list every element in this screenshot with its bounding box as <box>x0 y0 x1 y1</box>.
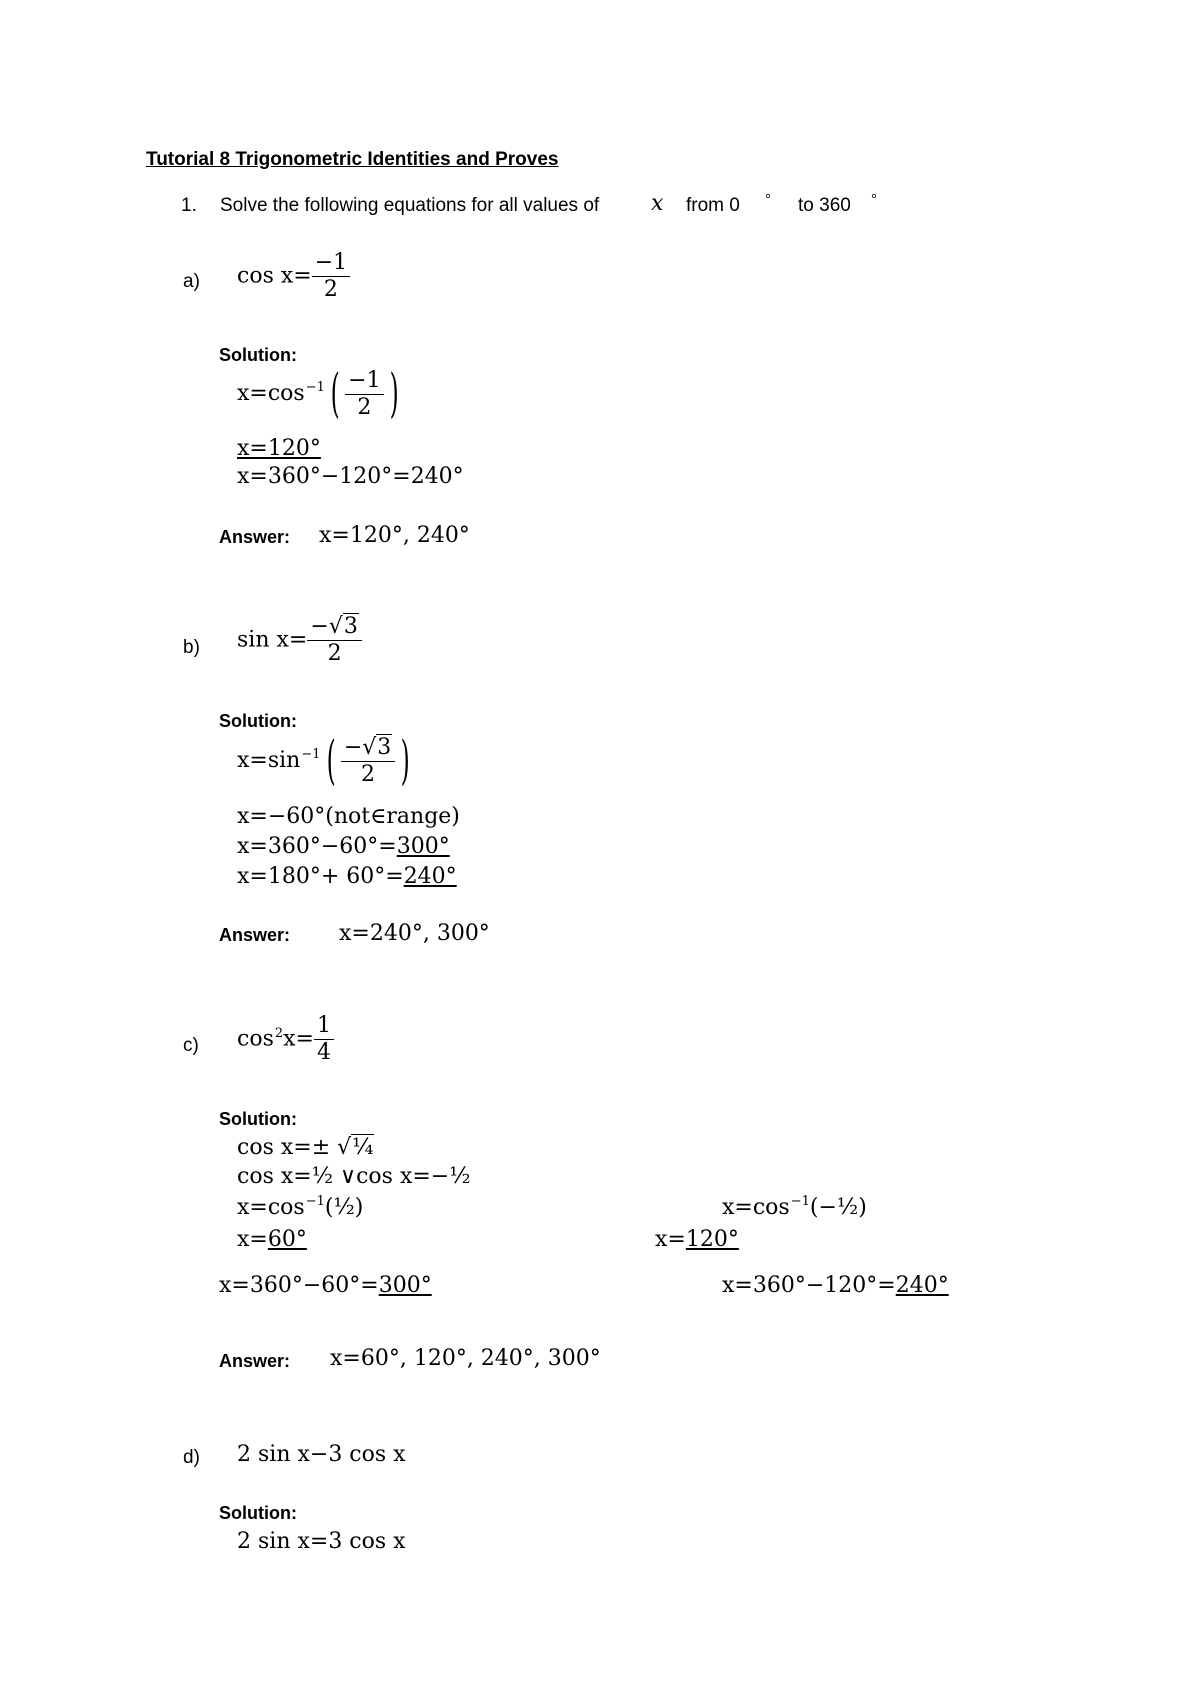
part-c-step-3-left-arg: (½) <box>324 1195 364 1220</box>
part-b-denominator: 2 <box>327 641 342 666</box>
part-c-step-1 <box>237 1137 374 1159</box>
part-c-answer-label: Answer: <box>219 1351 291 1371</box>
part-c-step-3-left-lhs: x=cos <box>237 1195 305 1220</box>
part-d-letter: d) <box>183 1447 200 1468</box>
part-b-fraction <box>307 616 361 665</box>
part-b-radicand: 3 <box>343 614 358 639</box>
part-a-answer: x=120°, 240° <box>319 523 470 548</box>
part-b-answer: x=240°, 300° <box>339 921 490 946</box>
part-c-letter: c) <box>183 1035 199 1056</box>
sqrt-icon: √3 <box>362 734 392 760</box>
part-c-denominator: 4 <box>316 1040 331 1065</box>
part-c-step-5-left-result: 300° <box>378 1273 432 1298</box>
part-b-step-1-denominator: 2 <box>361 761 376 787</box>
part-a-step-1-inverse: −1 <box>305 380 325 395</box>
part-b-step-1-numerator-sign: − <box>343 734 363 760</box>
part-b-step-4 <box>237 866 457 888</box>
part-b-step-1-fraction <box>341 734 395 787</box>
part-c-numerator: 1 <box>314 1015 334 1040</box>
part-c-equation-lhs: x= <box>283 1026 314 1052</box>
part-b-answer-label: Answer: <box>219 925 291 945</box>
instruction-from: from 0 <box>686 195 740 216</box>
part-c-step-1-radicand: ¼ <box>352 1135 374 1160</box>
degree-symbol-to: ° <box>871 191 877 208</box>
part-c-step-5-right-result: 240° <box>895 1273 949 1298</box>
part-a-step-1-fraction <box>345 367 383 420</box>
right-paren: ) <box>400 731 410 791</box>
part-a-step-2: x=120° <box>237 436 321 461</box>
part-d-step-1: 2 sin x=3 cos x <box>237 1529 406 1554</box>
sqrt-icon: √3 <box>328 614 358 639</box>
part-c-fraction <box>314 1015 334 1064</box>
part-a-fraction <box>312 252 350 301</box>
part-c-step-4-right <box>655 1229 739 1251</box>
part-a-letter: a) <box>183 271 200 292</box>
part-b-solution-label: Solution: <box>219 711 297 731</box>
part-c-step-4-right-result: 120° <box>685 1227 739 1252</box>
part-c-answer: x=60°, 120°, 240°, 300° <box>330 1346 601 1371</box>
part-c-step-3-right-arg: (−½) <box>809 1195 867 1220</box>
part-b-numerator-sign: − <box>310 614 329 639</box>
part-c-step-5-left-lhs: x=360°−60°= <box>219 1273 379 1298</box>
left-paren: ( <box>330 364 340 424</box>
part-b-step-4-lhs: x=180°+ 60°= <box>237 864 404 889</box>
instruction-to: to 360 <box>798 195 851 216</box>
part-c-step-4-left <box>237 1229 307 1251</box>
part-b-step-1-lhs: x=sin <box>237 748 301 773</box>
part-b-equation-lhs: sin x= <box>237 627 308 653</box>
part-d-equation: 2 sin x−3 cos x <box>237 1442 406 1467</box>
part-b-step-3 <box>237 836 450 858</box>
question-instruction: Solve the following equations for all values of <box>220 195 600 216</box>
part-c-step-5-right <box>722 1275 949 1297</box>
part-c-equation <box>237 1015 334 1064</box>
part-a-answer-label: Answer: <box>219 527 291 547</box>
part-b-step-3-lhs: x=360°−60°= <box>237 834 397 859</box>
part-c-step-2: cos x=½ ∨cos x=−½ <box>237 1164 471 1189</box>
part-a-step-1-lhs: x=cos <box>237 381 305 406</box>
part-a-step-1-denominator: 2 <box>357 394 372 420</box>
part-c-equation-square: 2 <box>274 1025 284 1041</box>
question-number: 1. <box>181 195 197 216</box>
part-a-equation <box>237 252 350 301</box>
part-c-step-4-right-lhs: x= <box>655 1227 686 1252</box>
right-paren: ) <box>389 364 399 424</box>
part-c-step-5-right-lhs: x=360°−120°= <box>722 1273 896 1298</box>
part-a-denominator: 2 <box>323 277 338 302</box>
left-paren: ( <box>326 731 336 791</box>
part-c-step-3-right-lhs: x=cos <box>722 1195 790 1220</box>
part-b-step-1 <box>237 731 416 791</box>
part-b-step-1-numerator <box>341 734 395 762</box>
part-c-step-3-right-inverse: −1 <box>790 1194 810 1209</box>
part-d-solution-label: Solution: <box>219 1503 297 1523</box>
part-a-solution-label: Solution: <box>219 345 297 365</box>
part-a-step-1-numerator: −1 <box>345 370 383 395</box>
page-title: Tutorial 8 Trigonometric Identities and Proves <box>146 149 559 170</box>
part-a-equation-lhs: cos x= <box>237 263 312 289</box>
degree-symbol-from: ° <box>765 191 771 208</box>
part-c-step-4-left-result: 60° <box>267 1227 307 1252</box>
sqrt-icon: √¼ <box>337 1135 374 1160</box>
instruction-variable: x <box>651 191 664 216</box>
part-c-step-5-left <box>219 1275 432 1297</box>
part-a-step-3: x=360°−120°=240° <box>237 464 464 489</box>
part-a-step-1 <box>237 364 404 424</box>
part-b-equation <box>237 616 362 665</box>
part-b-step-1-inverse: −1 <box>301 747 321 762</box>
part-c-step-3-right <box>722 1194 867 1220</box>
part-c-step-1-lhs: cos x=± <box>237 1135 338 1160</box>
part-c-solution-label: Solution: <box>219 1109 297 1129</box>
part-a-numerator: −1 <box>312 252 350 277</box>
part-b-letter: b) <box>183 637 200 658</box>
part-b-step-4-result: 240° <box>403 864 457 889</box>
part-b-numerator <box>307 616 361 641</box>
part-b-step-3-result: 300° <box>396 834 450 859</box>
part-c-equation-cos: cos <box>237 1026 274 1052</box>
part-c-step-4-left-lhs: x= <box>237 1227 268 1252</box>
part-c-step-3-left-inverse: −1 <box>305 1194 325 1209</box>
part-b-step-2: x=−60°(not∈range) <box>237 804 460 829</box>
part-c-step-3-left <box>237 1194 364 1220</box>
part-b-step-1-radicand: 3 <box>377 734 392 760</box>
